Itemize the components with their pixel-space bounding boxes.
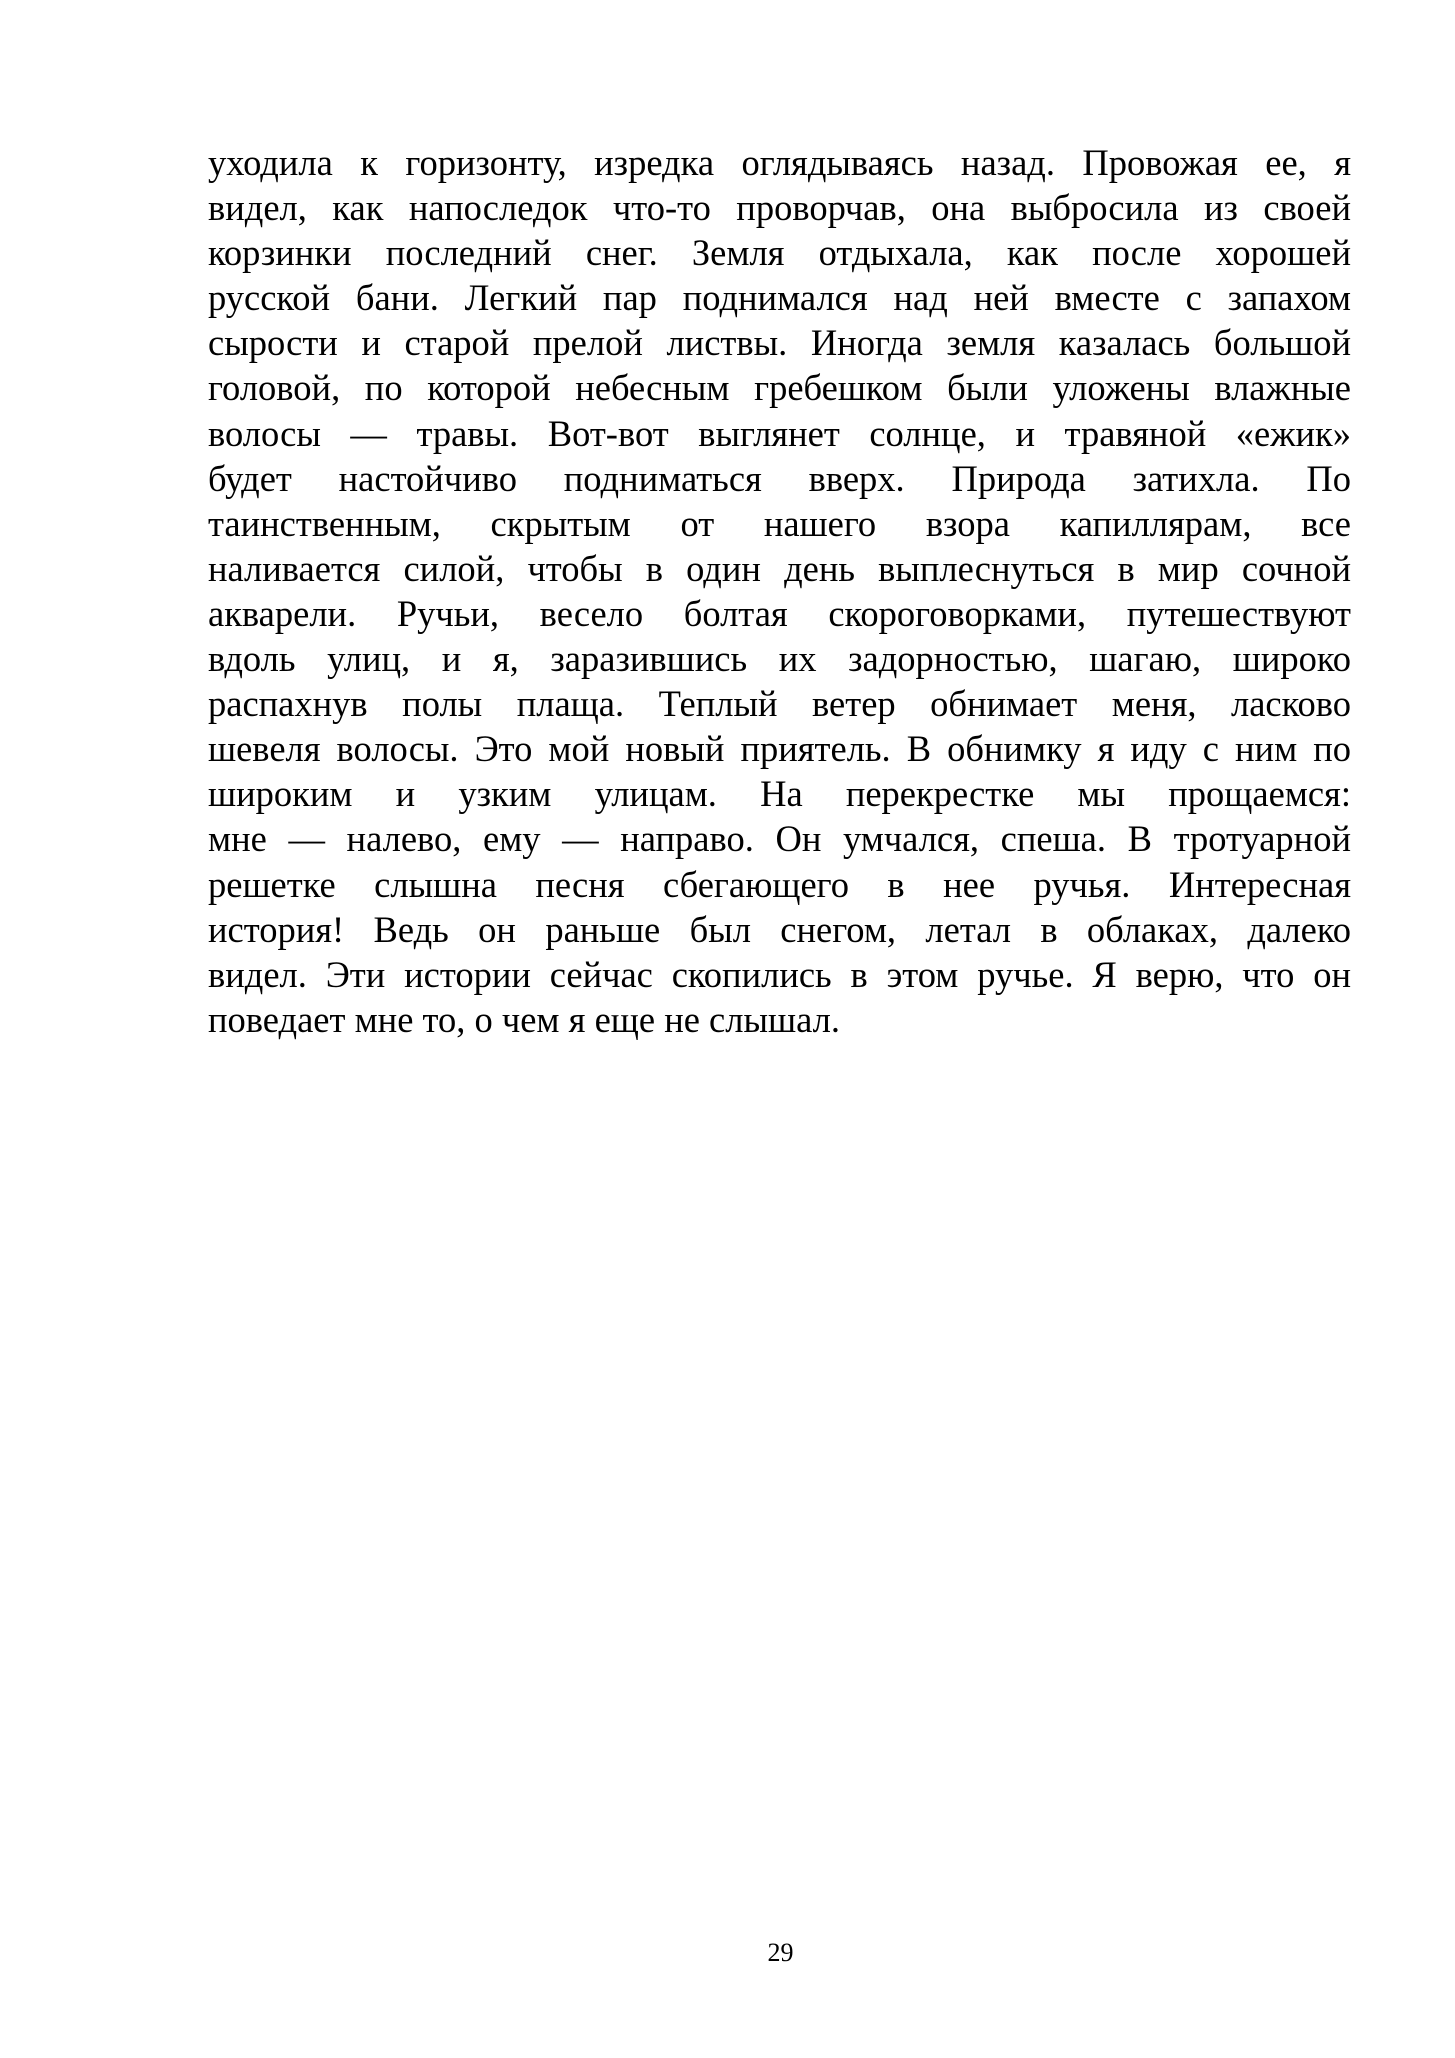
text-line: распахнув полы плаща. Теплый ветер обнимает меня, ласково (208, 683, 1351, 725)
text-line-last: поведает мне то, о чем я еще не слышал. (208, 998, 840, 1040)
text-line: акварели. Ручьи, весело болтая скороговорками, путешествуют (208, 592, 1351, 634)
text-line: корзинки последний снег. Земля отдыхала, как после хорошей (208, 232, 1351, 274)
text-line: русской бани. Легкий пар поднимался над ней вместе с запахом (208, 277, 1351, 319)
text-line: уходила к горизонту, изредка оглядываясь назад. Провожая ее, я (208, 142, 1351, 183)
text-line: решетке слышна песня сбегающего в нее ручья. Интересная (208, 863, 1351, 905)
text-line: вдоль улиц, и я, заразившись их задорностью, шагаю, широко (208, 638, 1351, 680)
body-paragraph (208, 140, 1351, 1042)
page-number: 29 (767, 1938, 794, 1967)
text-line: мне — налево, ему — направо. Он умчался, спеша. В тротуарной (208, 818, 1351, 860)
text-line: история! Ведь он раньше был снегом, летал в облаках, далеко (208, 908, 1351, 950)
text-line: таинственным, скрытым от нашего взора капиллярам, все (208, 502, 1351, 544)
page-number-footer (0, 1938, 1455, 1968)
text-line: сырости и старой прелой листвы. Иногда земля казалась большой (208, 322, 1351, 364)
text-line: шевеля волосы. Это мой новый приятель. В обнимку я иду с ним по (208, 728, 1351, 770)
text-line: волосы — травы. Вот-вот выглянет солнце, и травяной «ежик» (208, 412, 1351, 454)
text-line: будет настойчиво подниматься вверх. Природа затихла. По (208, 457, 1351, 499)
text-line: головой, по которой небесным гребешком были уложены влажные (208, 367, 1351, 409)
text-line: наливается силой, чтобы в один день выплеснуться в мир сочной (208, 547, 1351, 589)
text-line: широким и узким улицам. На перекрестке мы прощаемся: (208, 773, 1351, 815)
text-line: видел, как напоследок что-то проворчав, она выбросила из своей (208, 187, 1351, 229)
text-line: видел. Эти истории сейчас скопились в этом ручье. Я верю, что он (208, 953, 1351, 995)
